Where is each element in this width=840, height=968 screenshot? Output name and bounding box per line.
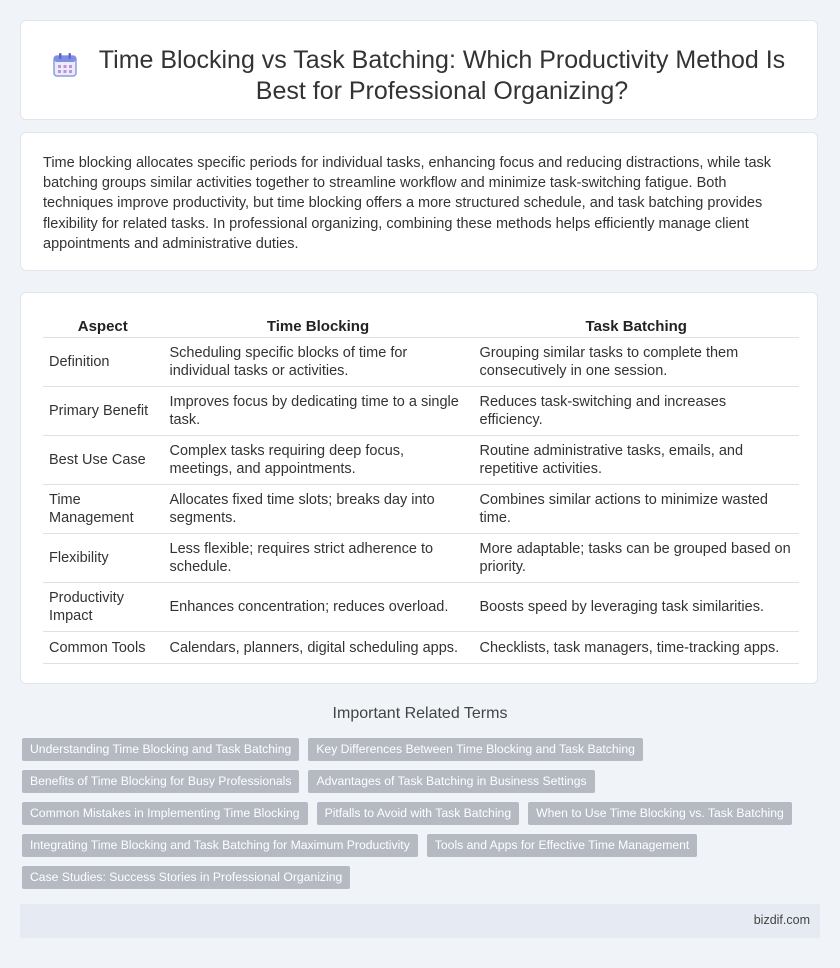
table-header-row — [43, 315, 799, 338]
related-term-link[interactable]: Advantages of Task Batching in Business Settings — [308, 770, 594, 793]
aspect-cell: Common Tools — [43, 632, 163, 664]
intro-card — [20, 132, 818, 271]
related-term-link[interactable]: Key Differences Between Time Blocking and Task Batching — [308, 738, 643, 761]
related-term-link[interactable]: Integrating Time Blocking and Task Batching for Maximum Productivity — [22, 834, 418, 857]
aspect-cell: Primary Benefit — [43, 387, 163, 436]
task-batching-cell: Boosts speed by leveraging task similarities. — [473, 583, 799, 632]
comparison-table — [43, 315, 799, 664]
title-card — [20, 20, 818, 120]
aspect-cell: Best Use Case — [43, 436, 163, 485]
related-term-link[interactable]: Common Mistakes in Implementing Time Blocking — [22, 802, 308, 825]
related-terms-heading: Important Related Terms — [332, 705, 508, 722]
related-term-link[interactable]: Benefits of Time Blocking for Busy Professionals — [22, 770, 299, 793]
aspect-cell: Flexibility — [43, 534, 163, 583]
table-row — [43, 583, 799, 632]
table-row — [43, 338, 799, 387]
time-blocking-cell: Allocates fixed time slots; breaks day into segments. — [163, 485, 473, 534]
header-task-batching: Task Batching — [473, 315, 799, 338]
task-batching-cell: Reduces task-switching and increases efficiency. — [473, 387, 799, 436]
footer-site-link[interactable]: bizdif.com — [753, 913, 810, 927]
time-blocking-cell: Enhances concentration; reduces overload. — [163, 583, 473, 632]
time-blocking-cell: Improves focus by dedicating time to a single task. — [163, 387, 473, 436]
related-term-link[interactable]: Tools and Apps for Effective Time Management — [427, 834, 698, 857]
table-row — [43, 387, 799, 436]
task-batching-cell: Grouping similar tasks to complete them consecutively in one session. — [473, 338, 799, 387]
task-batching-cell: More adaptable; tasks can be grouped based on priority. — [473, 534, 799, 583]
time-blocking-cell: Complex tasks requiring deep focus, meetings, and appointments. — [163, 436, 473, 485]
task-batching-cell: Routine administrative tasks, emails, and repetitive activities. — [473, 436, 799, 485]
table-row — [43, 534, 799, 583]
header-time-blocking: Time Blocking — [163, 315, 473, 338]
task-batching-cell: Checklists, task managers, time-tracking apps. — [473, 632, 799, 664]
related-term-link[interactable]: Case Studies: Success Stories in Professional Organizing — [22, 866, 350, 889]
related-term-link[interactable]: Understanding Time Blocking and Task Batching — [22, 738, 299, 761]
header-aspect: Aspect — [43, 315, 163, 338]
time-blocking-cell: Scheduling specific blocks of time for individual tasks or activities. — [163, 338, 473, 387]
related-term-link[interactable]: Pitfalls to Avoid with Task Batching — [317, 802, 520, 825]
time-blocking-cell: Less flexible; requires strict adherence to schedule. — [163, 534, 473, 583]
task-batching-cell: Combines similar actions to minimize wasted time. — [473, 485, 799, 534]
table-row — [43, 485, 799, 534]
table-row — [43, 436, 799, 485]
aspect-cell: Definition — [43, 338, 163, 387]
time-blocking-cell: Calendars, planners, digital scheduling apps. — [163, 632, 473, 664]
footer — [20, 904, 820, 938]
intro-paragraph: Time blocking allocates specific periods for individual tasks, enhancing focus and reducing distractions, while task batching groups similar activities together to streamline workflow and minimize task-switching fatigue. Both techniques improve productivity, but time blocking offers a more structured schedule, and task batching provides flexibility for related tasks. In professional organizing, combining these methods helps efficiently manage client appointments and administrative duties. — [43, 155, 772, 252]
calendar-icon — [51, 51, 79, 79]
aspect-cell: Productivity Impact — [43, 583, 163, 632]
comparison-card — [20, 292, 818, 684]
aspect-cell: Time Management — [43, 485, 163, 534]
related-terms-list — [22, 738, 812, 898]
related-term-link[interactable]: When to Use Time Blocking vs. Task Batching — [528, 802, 792, 825]
table-row — [43, 632, 799, 664]
page-title: Time Blocking vs Task Batching: Which Productivity Method Is Best for Professional Organizing? — [98, 46, 786, 105]
